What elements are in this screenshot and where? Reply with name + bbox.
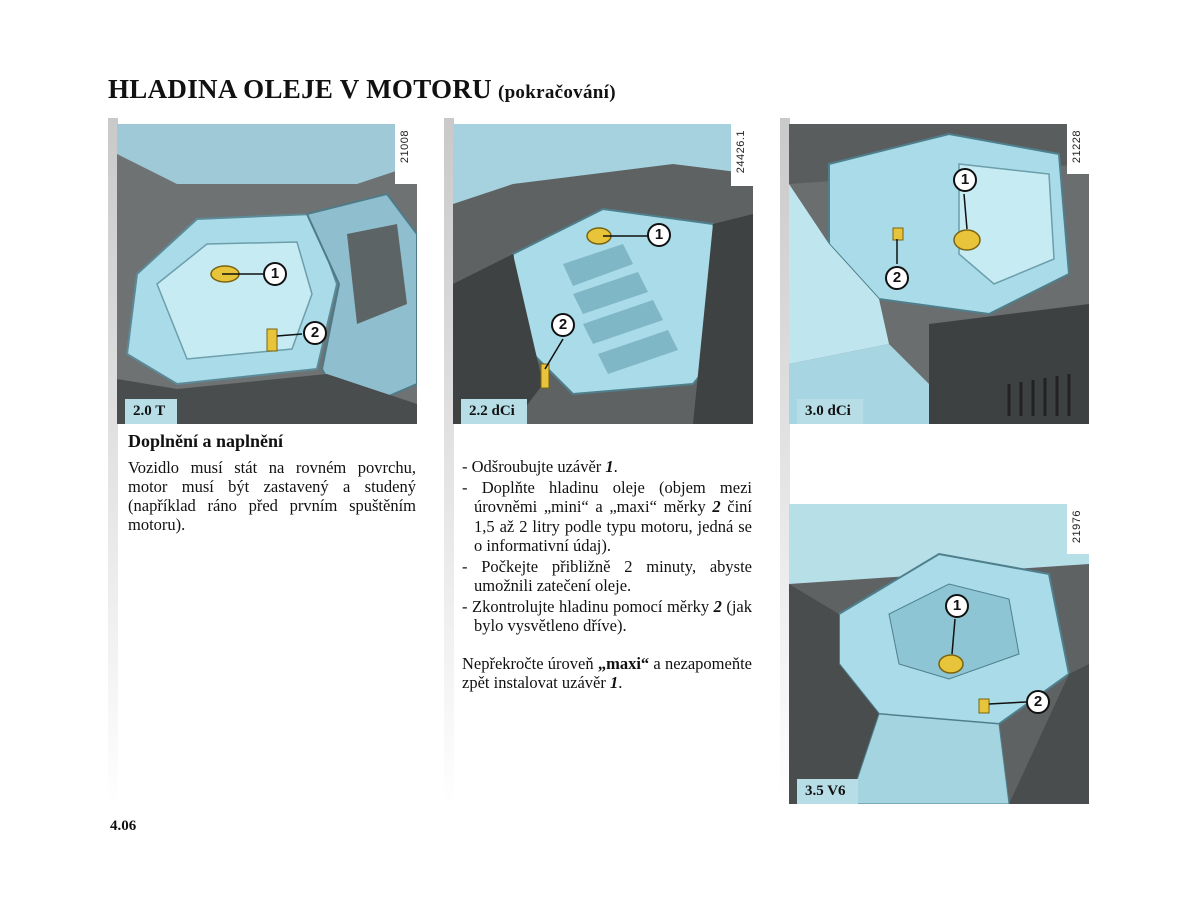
warning-paragraph: Nepřekročte úroveň „maxi“ a nezapomeňte zpět instalovat uzávěr 1.	[462, 654, 752, 692]
engine-label: 3.5 V6	[797, 779, 858, 804]
title-main: HLADINA OLEJE V MOTORU	[108, 74, 492, 104]
engine-label: 2.2 dCi	[461, 399, 527, 424]
callout-2: 2	[1026, 690, 1050, 714]
instruction-step: - Odšroubujte uzávěr 1.	[462, 457, 618, 476]
figure-code: 21008	[395, 124, 417, 184]
figure-code: 21976	[1067, 504, 1089, 554]
engine-figure-2-2-dci	[453, 124, 753, 424]
instruction-list	[462, 457, 752, 637]
engine-illustration	[789, 124, 1089, 424]
instruction-step: - Doplňte hladinu oleje (objem mezi úrovněmi „mini“ a „maxi“ měrky 2 činí 1,5 až 2 litry podle typu motoru, jedná se o informativní údaj).	[462, 477, 752, 555]
callout-2: 2	[303, 321, 327, 345]
engine-figure-3-0-dci	[789, 124, 1089, 424]
callout-2: 2	[551, 313, 575, 337]
callout-1: 1	[263, 262, 287, 286]
engine-illustration	[789, 504, 1089, 804]
engine-figure-2-0-t	[117, 124, 417, 424]
callout-1: 1	[953, 168, 977, 192]
engine-illustration	[453, 124, 753, 424]
figure-code: 21228	[1067, 124, 1089, 174]
instruction-step: - Počkejte přibližně 2 minuty, abyste umožnili zatečení oleje.	[462, 556, 752, 595]
engine-figure-3-5-v6	[789, 504, 1089, 804]
instruction-step: - Zkontrolujte hladinu pomocí měrky 2 (jak bylo vysvětleno dříve).	[462, 596, 752, 635]
engine-label: 2.0 T	[125, 399, 177, 424]
callout-1: 1	[945, 594, 969, 618]
section-heading: Doplnění a naplnění	[128, 431, 284, 451]
title-subtitle: (pokračování)	[497, 82, 616, 103]
intro-paragraph: Vozidlo musí stát na rovném povrchu, motor musí být zastavený a studený (například ráno před prvním spuštěním motoru).	[128, 458, 416, 534]
engine-label: 3.0 dCi	[797, 399, 863, 424]
callout-2: 2	[885, 266, 909, 290]
figure-code: 24426.1	[731, 124, 753, 186]
callout-1: 1	[647, 223, 671, 247]
page-number: 4.06	[110, 818, 137, 834]
page-title	[108, 74, 616, 105]
